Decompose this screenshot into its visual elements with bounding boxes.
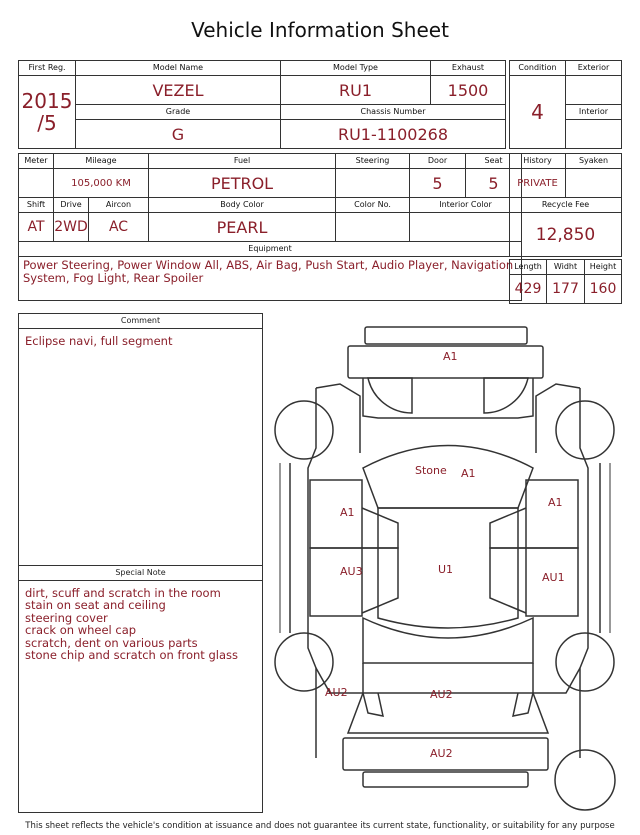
wheel-rear-right [556,633,614,691]
mark-windshield: A1 [461,467,476,480]
length-value: 429 [510,275,547,304]
color-no-value [336,213,410,242]
special-note-item: stain on seat and ceiling [25,598,166,613]
mark-windshield-stone: Stone [415,464,447,477]
first-reg-label: First Reg. [19,61,76,76]
seat-value: 5 [466,169,522,198]
seat-label: Seat [466,154,522,169]
equipment-value: Power Steering, Power Window All, ABS, Air Bag, Push Start, Audio Player, Navigation System, Fog Light, Rear Spoiler [23,258,514,285]
right-window-front [490,508,526,548]
taillight-left [363,693,383,716]
taillight-right [513,693,533,716]
front-strip [365,327,527,344]
fuel-value: PETROL [149,169,336,198]
height-label: Height [585,260,622,275]
history-label: History [510,154,566,169]
sheet-title: Vehicle Information Sheet [191,18,449,42]
first-reg-month: /5 [37,111,57,135]
basic-info-table [18,60,506,149]
body-color-label: Body Color [149,198,336,213]
steering-value [336,169,410,198]
comment-text: Eclipse navi, full segment [25,334,173,348]
special-note-item: dirt, scuff and scratch in the room [25,586,221,600]
interior-label: Interior [566,105,622,120]
windshield [363,446,533,509]
chassis-value: RU1-1100268 [281,120,506,149]
equipment-label: Equipment [19,242,522,257]
condition-label: Condition [510,61,566,76]
interior-color-label: Interior Color [410,198,522,213]
model-type-value: RU1 [281,76,431,105]
left-window-front [362,508,398,548]
rear-strip [363,772,528,787]
width-value: 177 [547,275,585,304]
drive-value: 2WD [54,213,89,242]
left-rear-door [310,548,362,616]
fender-left [316,384,360,453]
headlight-right [484,378,528,413]
special-note-item: steering cover [25,610,108,625]
condition-table [509,60,622,149]
spare-wheel [555,750,615,810]
first-reg-value [19,76,76,149]
car-damage-diagram [268,318,628,818]
recycle-fee-value: 12,850 [510,213,622,257]
right-window-rear [490,548,526,613]
steering-label: Steering [336,154,410,169]
rear-glass [363,618,533,663]
mileage-value: 105,000 KM [54,169,149,198]
recycle-fee-label: Recycle Fee [510,198,622,213]
interior-value [566,120,622,149]
special-note-box [18,566,263,813]
aircon-value: AC [89,213,149,242]
height-value: 160 [585,275,622,304]
mileage-label: Mileage [54,154,149,169]
syaken-label: Syaken [566,154,622,169]
special-note-item: stone chip and scratch on front glass [25,648,238,663]
mark-rear-bumper: AU2 [430,747,453,760]
right-front-door [526,480,578,548]
door-value: 5 [410,169,466,198]
mark-left-rear-door: AU3 [340,565,363,578]
shift-value: AT [19,213,54,242]
interior-color-value [410,213,522,242]
width-label: Widht [547,260,585,275]
mark-right-front-door: A1 [548,496,563,509]
left-window-rear [362,548,398,613]
exhaust-label: Exhaust [431,61,506,76]
mark-left-front-door: A1 [340,506,355,519]
spec-table [18,153,522,301]
wheel-front-right [556,401,614,459]
meter-value [19,169,54,198]
mark-left-quarter: AU2 [325,686,348,699]
footer-disclaimer: This sheet reflects the vehicle's condition at issuance and does not guarantee its current state, functionality, or suitability for any purpose [25,821,615,831]
model-name-label: Model Name [76,61,281,76]
grade-value: G [76,120,281,149]
grade-label: Grade [76,105,281,120]
fuel-label: Fuel [149,154,336,169]
mark-rear-glass: AU2 [430,688,453,701]
history-value: PRIVATE [510,169,566,198]
model-type-label: Model Type [281,61,431,76]
drive-label: Drive [54,198,89,213]
history-table [509,153,622,257]
meter-label: Meter [19,154,54,169]
comment-label: Comment [19,314,262,329]
hood [363,378,533,418]
mark-right-rear-door: AU1 [542,571,565,584]
syaken-value [566,169,622,198]
exhaust-value: 1500 [431,76,506,105]
condition-value: 4 [510,76,566,149]
special-note-item: scratch, dent on various parts [25,635,198,650]
door-label: Door [410,154,466,169]
body-color-value: PEARL [149,213,336,242]
exterior-value [566,76,622,105]
aircon-label: Aircon [89,198,149,213]
mark-roof: U1 [438,563,454,576]
equipment-cell [19,257,522,301]
special-note-item: crack on wheel cap [25,623,137,638]
exterior-label: Exterior [566,61,622,76]
dimensions-table [509,259,622,304]
color-no-label: Color No. [336,198,410,213]
shift-label: Shift [19,198,54,213]
special-note-list [19,581,262,667]
comment-box [18,313,263,566]
length-label: Length [510,260,547,275]
model-name-value: VEZEL [76,76,281,105]
wheel-front-left [275,401,333,459]
mark-front-bumper: A1 [443,350,458,363]
chassis-label: Chassis Number [281,105,506,120]
first-reg-year: 2015 [21,89,73,113]
headlight-left [368,378,412,413]
special-note-label: Special Note [19,566,262,581]
